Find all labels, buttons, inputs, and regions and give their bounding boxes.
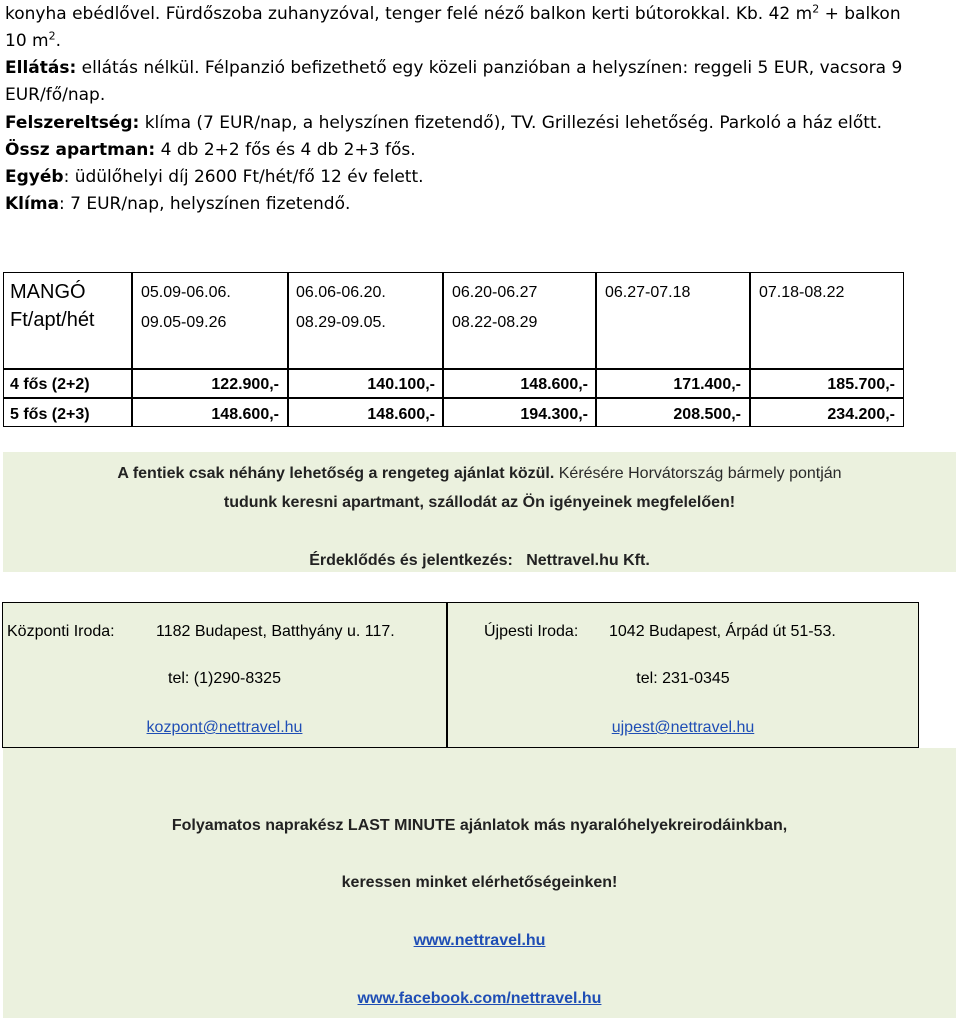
ujpest-office-label: Újpesti Iroda: [484,623,579,640]
price-table [3,272,904,427]
contact-box [2,602,919,748]
other-label: Egyéb [5,167,64,187]
other-info [5,164,424,190]
price-cell: 185.700,- [827,376,895,393]
price-cell: 208.500,- [673,406,741,423]
price-cell: 140.100,- [367,376,435,393]
last-minute-line-1: Folyamatos naprakész LAST MINUTE ajánlatok más nyaralóhelyekreirodáinkban, [171,817,788,834]
row-label-5-persons: 5 fős (2+3) [10,406,90,423]
meal-text: ellátás nélkül. Félpanzió befizethető egy közeli panzióban a helyszínen: reggeli 5 EUR, vacsora 9 [76,58,903,78]
period-header: 06.27-07.18 [605,284,691,301]
column-divider [131,273,133,426]
period-header: 07.18-08.22 [759,284,845,301]
description-line-1 [5,1,901,27]
column-divider [749,273,751,426]
apartment-count-info [5,137,416,163]
price-cell: 234.200,- [827,406,895,423]
aircon-info [5,191,350,217]
period-header: 09.05-09.26 [141,314,227,331]
price-cell: 148.600,- [520,376,588,393]
row-divider [4,368,903,370]
column-divider [287,273,289,426]
meal-info-cont [5,82,105,108]
meal-text-cont: EUR/fő/nap. [5,85,106,105]
website-link[interactable]: www.nettravel.hu [413,932,546,949]
company-name: Nettravel.hu Kft. [526,552,650,569]
offer-line-1 [3,465,956,483]
price-cell: 148.600,- [211,406,279,423]
ujpest-office-address: 1042 Budapest, Árpád út 51-53. [609,623,836,640]
inquiry-line [3,552,956,570]
period-header: 08.29-09.05. [296,314,386,331]
column-divider [595,273,597,426]
ujpest-email-wrap [448,719,918,737]
row-label-4-persons: 4 fős (2+2) [10,376,90,393]
apartment-count-label: Össz apartman: [5,140,156,160]
column-divider [442,273,444,426]
price-cell: 194.300,- [520,406,588,423]
offer-text: Kérésére Horvátország bármely pontján [554,465,842,482]
ujpest-office-email-link[interactable]: ujpest@nettravel.hu [611,719,755,736]
last-minute-line-2: keressen minket elérhetőségeinken! [341,874,618,891]
meal-label: Ellátás: [5,58,77,78]
central-office-phone: tel: (1)290-8325 [168,670,281,687]
apartment-count-text: 4 db 2+2 fős és 4 db 2+3 fős. [155,140,416,160]
central-office-label: Központi Iroda: [7,623,115,640]
facebook-link[interactable]: www.facebook.com/nettravel.hu [357,990,602,1007]
period-header: 08.22-08.29 [452,314,538,331]
row-divider [4,397,903,399]
website-wrap [3,932,956,950]
central-office-email-link[interactable]: kozpont@nettravel.hu [146,719,303,736]
price-unit: Ft/apt/hét [10,309,95,331]
apartment-name: MANGÓ [10,281,86,303]
meal-info [5,55,902,81]
central-email-wrap [3,719,446,737]
offer-panel [3,452,956,572]
equipment-info [5,110,882,136]
description-text: konyha ebédlővel. Fürdőszoba zuhanyzóval, tenger felé néző balkon kerti bútorokkal. Kb. 42 m [5,4,813,24]
other-text: : üdülőhelyi díj 2600 Ft/hét/fő 12 év felett. [63,167,424,187]
offer-text: A fentiek csak néhány lehetőség a rengeteg ajánlat közül. [117,465,555,482]
aircon-text: : 7 EUR/nap, helyszínen fizetendő. [59,194,351,214]
ujpest-office-phone: tel: 231-0345 [636,670,730,687]
price-cell: 171.400,- [673,376,741,393]
period-header: 06.06-06.20. [296,284,386,301]
description-line-2 [5,28,61,54]
description-text: . [55,31,62,51]
inquiry-label: Érdeklődés és jelentkezés: [309,552,513,569]
central-office-address: 1182 Budapest, Batthyány u. 117. [156,623,395,640]
superscript: 2 [812,2,820,16]
superscript: 2 [48,29,56,43]
equipment-label: Felszereltség: [5,113,140,133]
description-text: + balkon [819,4,901,24]
description-text: 10 m [5,31,49,51]
last-minute-panel [3,748,956,1018]
offer-line-2: tudunk keresni apartmant, szállodát az Ön igényeinek megfelelően! [223,494,736,511]
period-header: 06.20-06.27 [452,284,538,301]
facebook-wrap [3,990,956,1008]
aircon-label: Klíma [5,194,60,214]
equipment-text: klíma (7 EUR/nap, a helyszínen fizetendő), TV. Grillezési lehetőség. Parkoló a ház előtt. [139,113,883,133]
period-header: 05.09-06.06. [141,284,231,301]
price-cell: 148.600,- [367,406,435,423]
price-cell: 122.900,- [211,376,279,393]
